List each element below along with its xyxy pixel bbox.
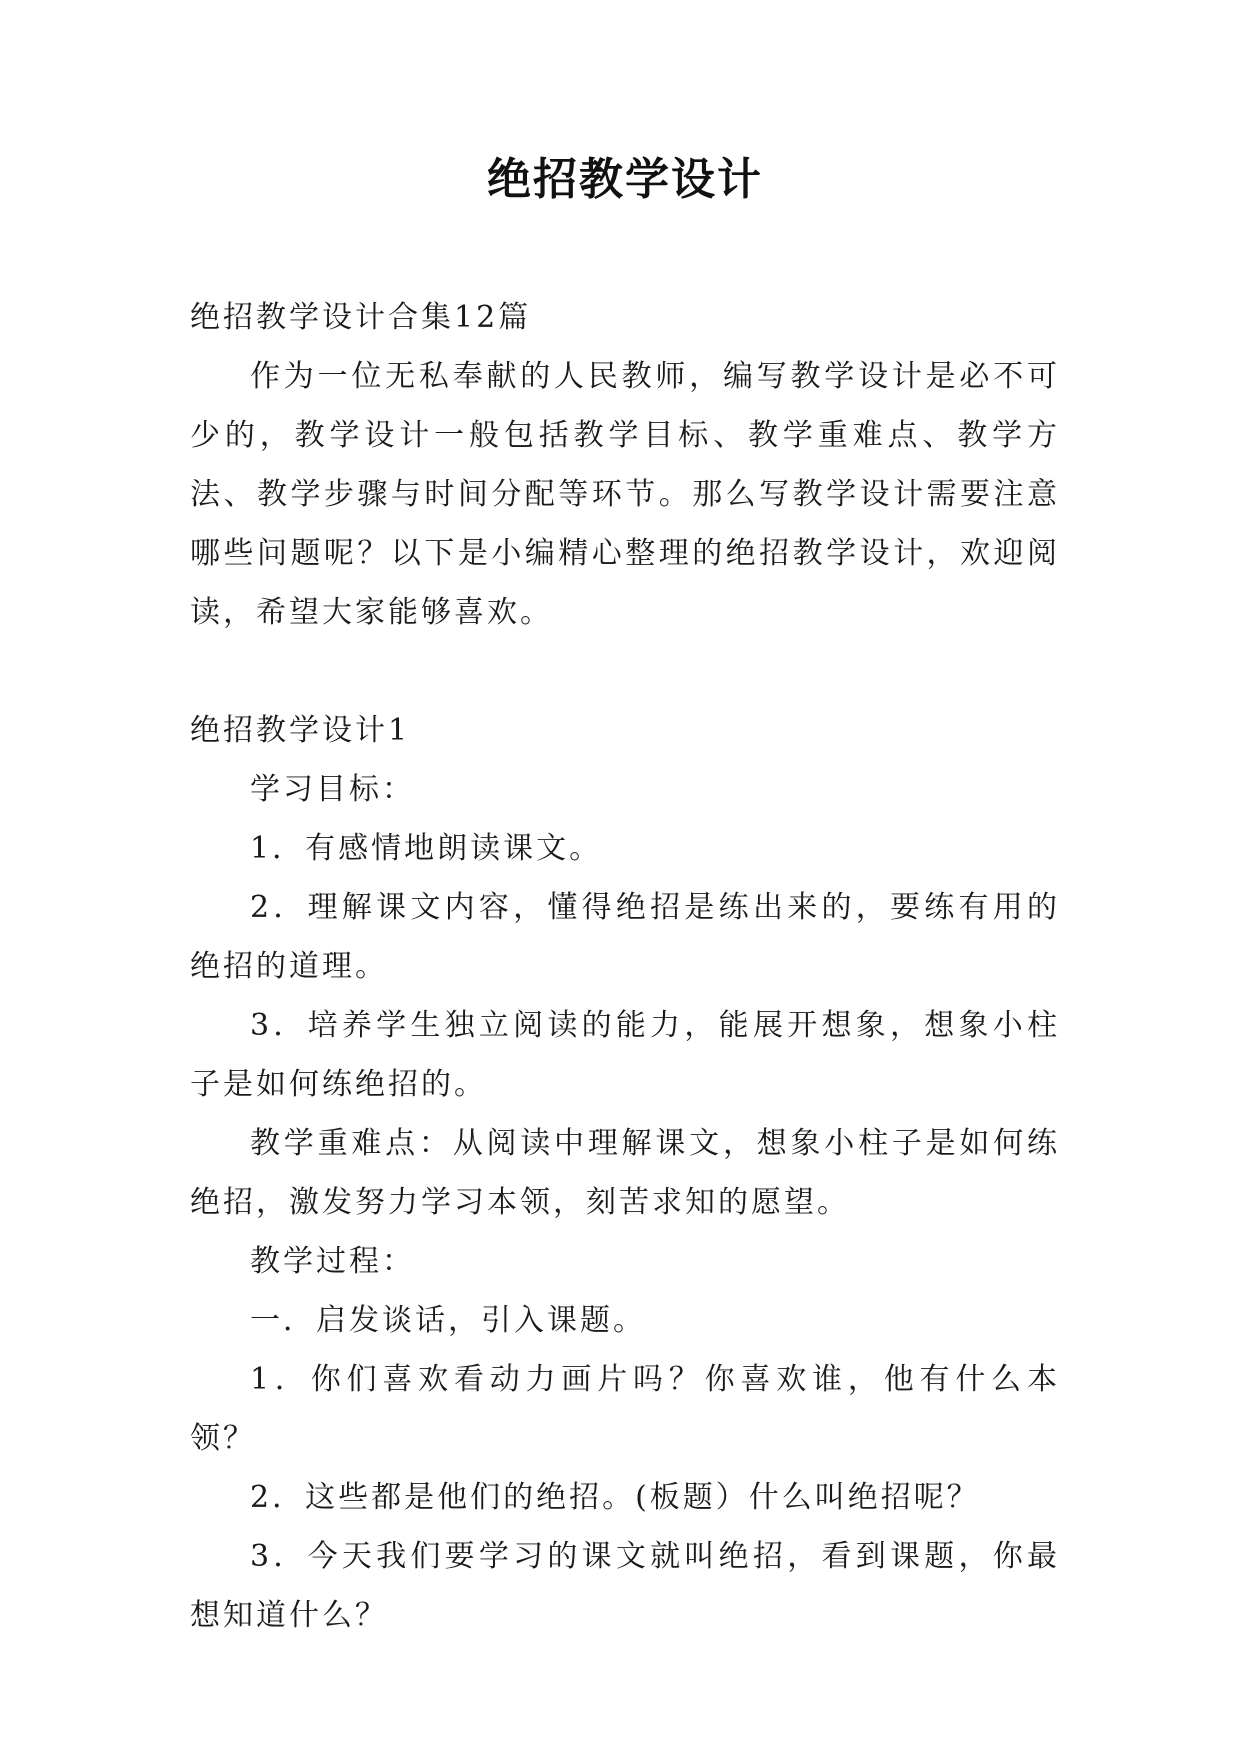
intro-paragraph: 作为一位无私奉献的人民教师，编写教学设计是必不可少的，教学设计一般包括教学目标、教学重难点、教学方法、教学步骤与时间分配等环节。那么写教学设计需要注意哪些问题呢？以下是小编精心整理的绝招教学设计，欢迎阅读，希望大家能够喜欢。 [190,359,1060,630]
paragraph: 学习目标： [250,772,415,807]
section-spacer [190,642,1060,701]
document-body [190,288,1060,1645]
paragraph: 2．这些都是他们的绝招。(板题）什么叫绝招呢？ [250,1480,980,1515]
paragraph: 2．理解课文内容，懂得绝招是练出来的，要练有用的绝招的道理。 [190,890,1060,984]
section-heading: 绝招教学设计1 [190,713,411,748]
paragraph: 教学重难点：从阅读中理解课文，想象小柱子是如何练绝招，激发努力学习本领，刻苦求知的愿望。 [190,1126,1060,1220]
paragraph: 3．培养学生独立阅读的能力，能展开想象，想象小柱子是如何练绝招的。 [190,1008,1060,1102]
paragraph: 3．今天我们要学习的课文就叫绝招，看到课题，你最想知道什么？ [190,1539,1060,1633]
paragraph: 1．你们喜欢看动力画片吗？你喜欢谁，他有什么本领？ [190,1362,1060,1456]
paragraph: 一．启发谈话，引入课题。 [250,1303,646,1338]
paragraph: 教学过程： [250,1244,415,1279]
document-title: 绝招教学设计 [487,154,763,205]
collection-heading: 绝招教学设计合集12篇 [190,300,532,335]
paragraph: 1．有感情地朗读课文。 [250,831,603,866]
